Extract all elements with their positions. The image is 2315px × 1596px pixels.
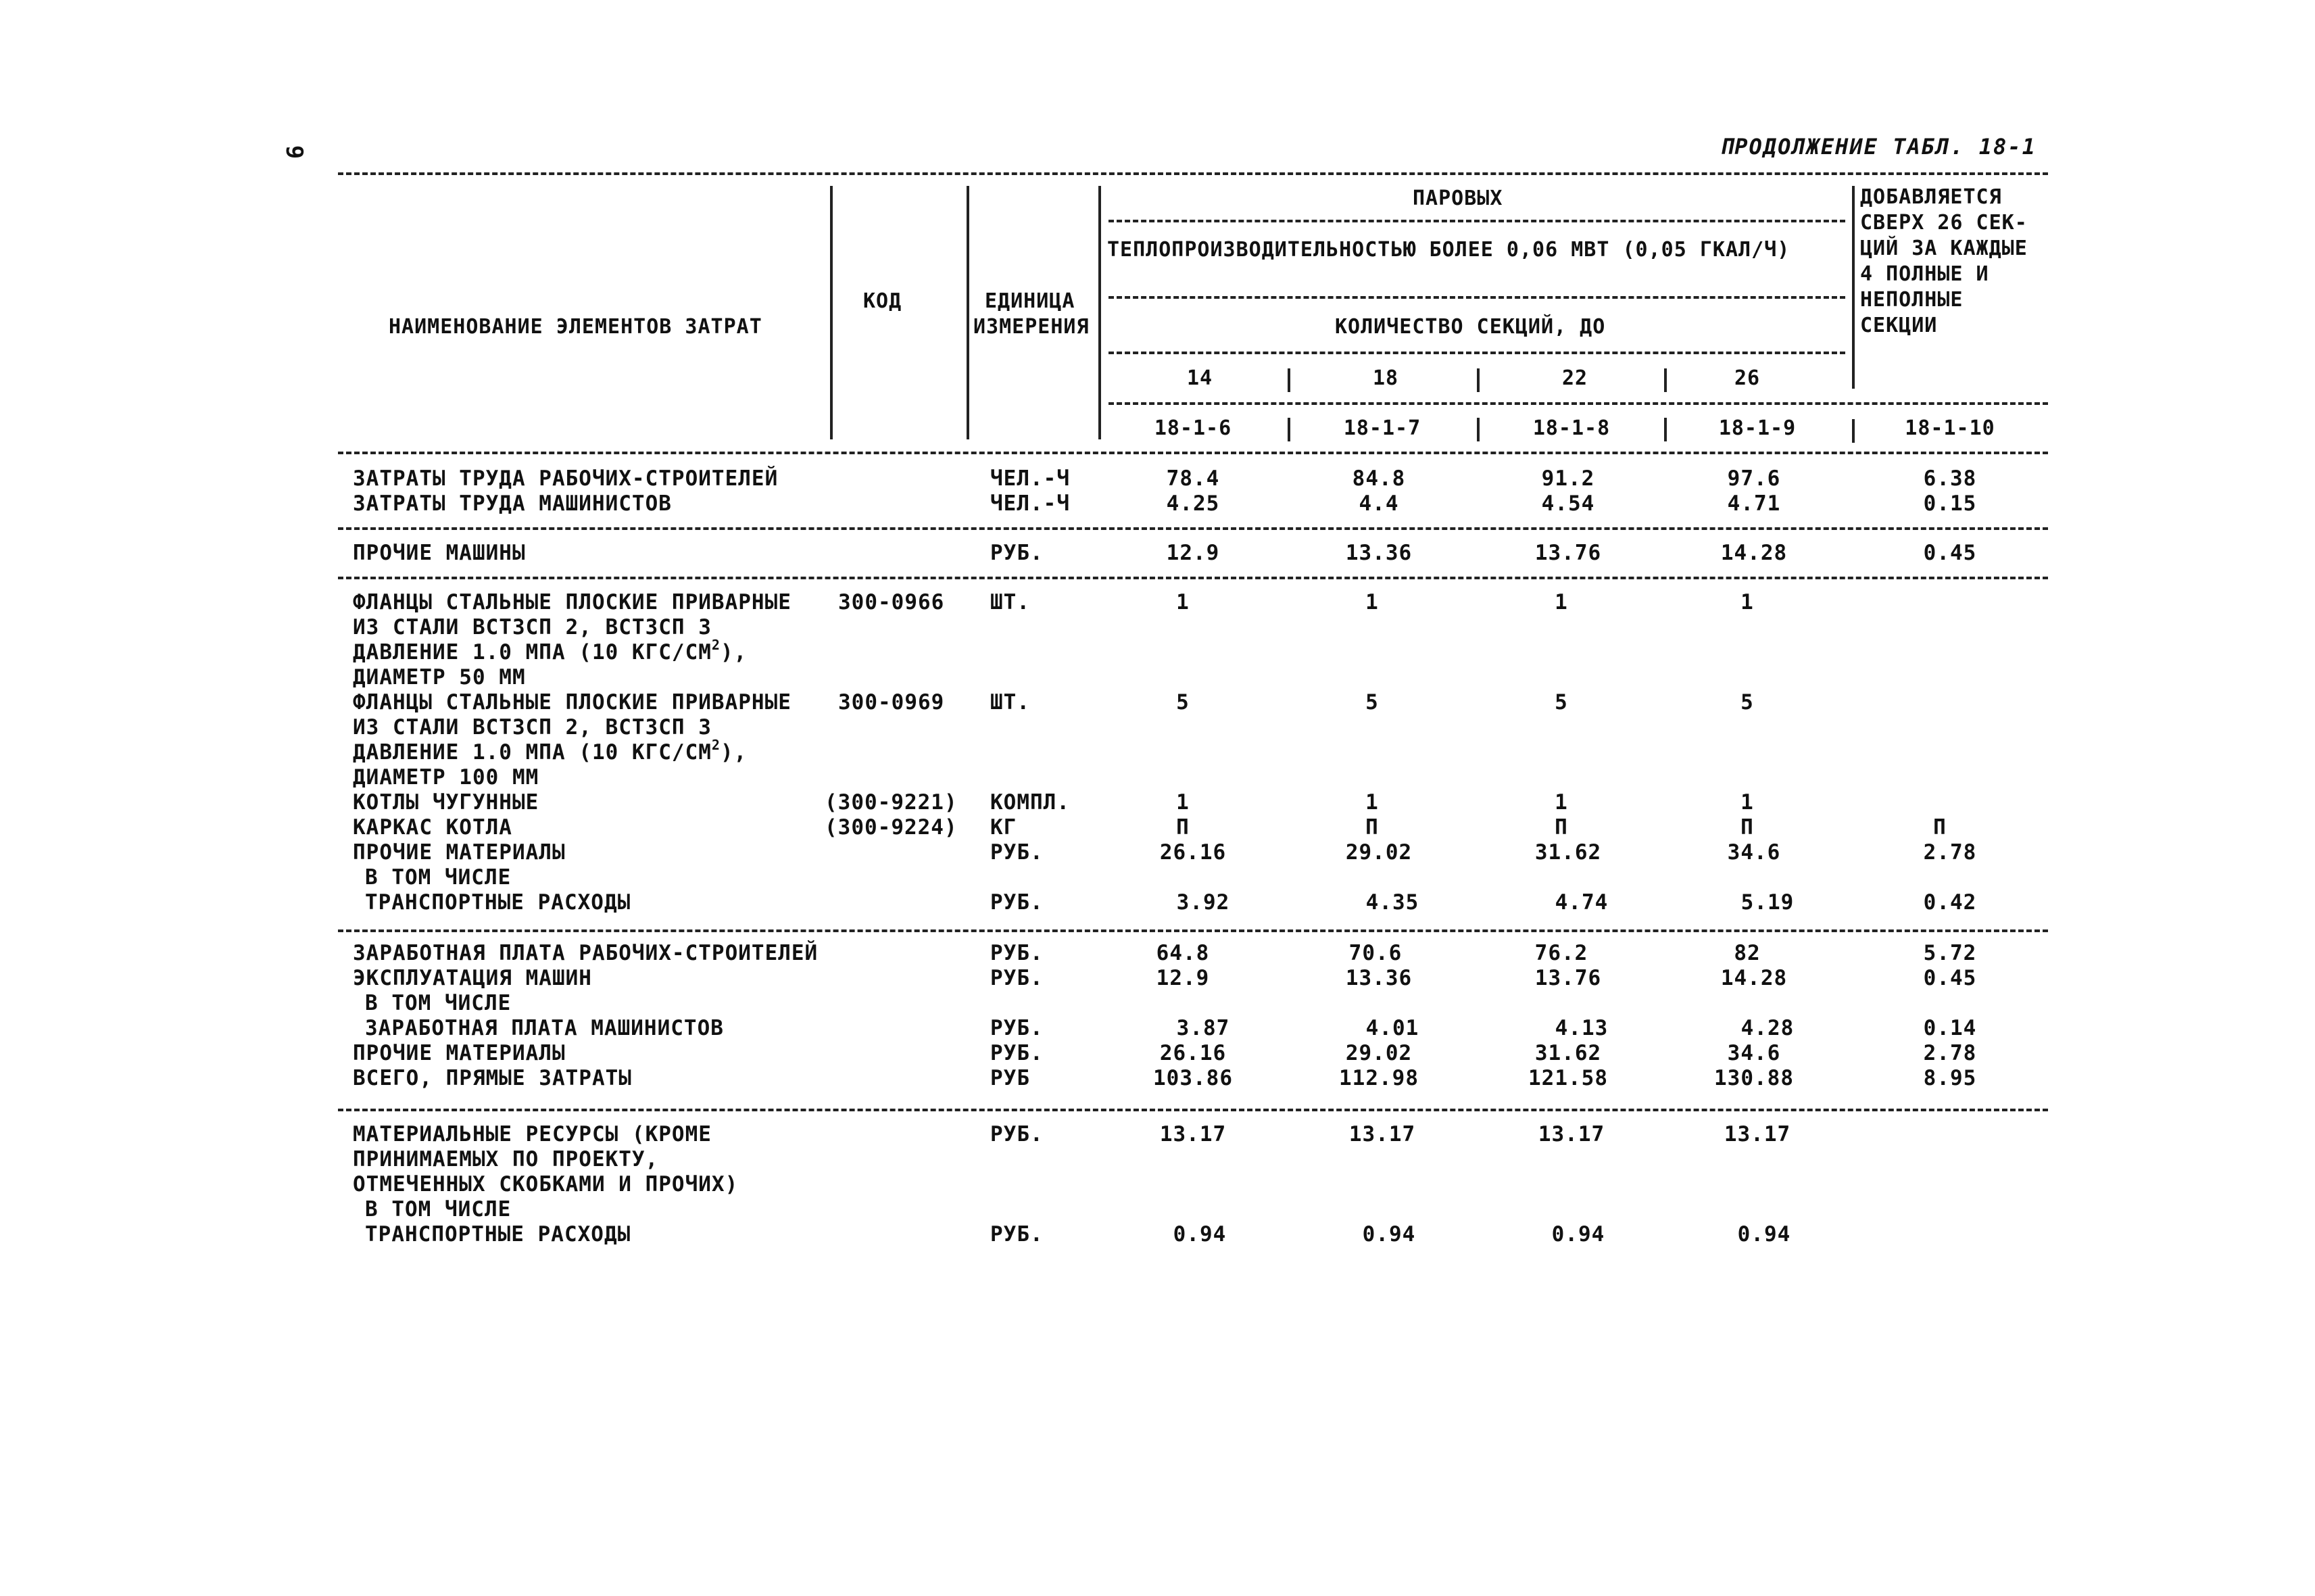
- row-value: 84.8: [1352, 466, 1406, 491]
- vline-sec-1: [1288, 368, 1290, 392]
- row-name: ЗАРАБОТНАЯ ПЛАТА МАШИНИСТОВ: [365, 1016, 724, 1040]
- row-value: 0.42: [1923, 890, 1977, 915]
- row-value: 5.72: [1923, 941, 1977, 965]
- row-value: 0.94: [1173, 1222, 1227, 1247]
- row-value: 112.98: [1339, 1066, 1419, 1090]
- row-value: 4.28: [1740, 1016, 1795, 1040]
- row-value: 1: [1555, 790, 1568, 815]
- row-value: 0.14: [1923, 1016, 1977, 1040]
- row-value: 64.8: [1156, 941, 1210, 965]
- row-value: 4.25: [1166, 491, 1220, 516]
- row-name: ПРОЧИЕ МАТЕРИАЛЫ: [353, 1041, 566, 1065]
- header-code-18-1-7: 18-1-7: [1343, 416, 1421, 440]
- vline-code-left: [830, 186, 833, 439]
- row-value: 13.36: [1345, 966, 1413, 990]
- row-value: 78.4: [1166, 466, 1220, 491]
- row-value: 5: [1740, 690, 1754, 715]
- row-value: 34.6: [1727, 840, 1781, 865]
- row-value: 1: [1176, 590, 1190, 614]
- row-name: ИЗ СТАЛИ ВСТ3СП 2, ВСТ3СП 3: [353, 715, 712, 740]
- row-value: 3.92: [1176, 890, 1230, 915]
- header-extra-1: ДОБАВЛЯЕТСЯ: [1860, 185, 2002, 209]
- row-value: П: [1933, 815, 1947, 840]
- row-value: 12.9: [1166, 541, 1220, 565]
- row-value: 6.38: [1923, 466, 1977, 491]
- vline-sec-3: [1664, 368, 1667, 392]
- row-value: 29.02: [1345, 1041, 1413, 1065]
- row-name: ЗАРАБОТНАЯ ПЛАТА РАБОЧИХ-СТРОИТЕЛЕЙ: [353, 941, 819, 965]
- row-value: 14.28: [1720, 966, 1788, 990]
- row-unit: РУБ.: [990, 541, 1044, 565]
- row-name: МАТЕРИАЛЬНЫЕ РЕСУРСЫ (КРОМЕ: [353, 1122, 712, 1146]
- row-unit: КГ: [990, 815, 1017, 840]
- row-value: 0.94: [1362, 1222, 1416, 1247]
- vline-extra-left-2: [1852, 419, 1855, 443]
- row-value: 82: [1734, 941, 1761, 965]
- header-code-18-1-10: 18-1-10: [1905, 416, 1995, 440]
- rule-header-mid: [1108, 220, 1845, 222]
- rule-header-mid2: [1108, 296, 1845, 299]
- row-value: 13.36: [1345, 541, 1413, 565]
- header-code-col: КОД: [863, 289, 902, 313]
- header-section-14: 14: [1186, 366, 1213, 390]
- row-value: 4.74: [1555, 890, 1609, 915]
- row-name: ФЛАНЦЫ СТАЛЬНЫЕ ПЛОСКИЕ ПРИВАРНЫЕ: [353, 590, 791, 614]
- row-value: 1: [1740, 790, 1754, 815]
- page-number: 9: [281, 145, 308, 160]
- row-value: 130.88: [1714, 1066, 1794, 1090]
- row-value: 70.6: [1348, 941, 1403, 965]
- row-name: ФЛАНЦЫ СТАЛЬНЫЕ ПЛОСКИЕ ПРИВАРНЫЕ: [353, 690, 791, 715]
- row-unit: РУБ.: [990, 1122, 1044, 1146]
- row-name: В ТОМ ЧИСЛЕ: [365, 865, 512, 890]
- row-value: 76.2: [1534, 941, 1588, 965]
- row-value: 8.95: [1923, 1066, 1977, 1090]
- header-section-22: 22: [1561, 366, 1588, 390]
- row-value: П: [1176, 815, 1190, 840]
- header-extra-6: СЕКЦИИ: [1860, 314, 1938, 337]
- row-value: 14.28: [1720, 541, 1788, 565]
- row-value: 34.6: [1727, 1041, 1781, 1065]
- vline-code-3: [1664, 418, 1667, 441]
- vline-values-left: [1098, 186, 1101, 439]
- row-value: 4.13: [1555, 1016, 1609, 1040]
- row-unit: РУБ.: [990, 840, 1044, 865]
- row-value: 1: [1365, 590, 1379, 614]
- header-name-col: НАИМЕНОВАНИЕ ЭЛЕМЕНТОВ ЗАТРАТ: [389, 315, 762, 339]
- rule-sec-4: [338, 1109, 2048, 1111]
- row-value: 4.35: [1365, 890, 1419, 915]
- row-name: В ТОМ ЧИСЛЕ: [365, 991, 512, 1015]
- row-unit: РУБ: [990, 1066, 1030, 1090]
- header-extra-2: СВЕРХ 26 СЕК-: [1860, 211, 2028, 235]
- row-value: 5: [1365, 690, 1379, 715]
- row-name: ВСЕГО, ПРЯМЫЕ ЗАТРАТЫ: [353, 1066, 632, 1090]
- row-value: 5: [1555, 690, 1568, 715]
- row-name: КОТЛЫ ЧУГУННЫЕ: [353, 790, 539, 815]
- header-extra-3: ЦИЙ ЗА КАЖДЫЕ: [1860, 237, 2028, 260]
- header-unit-col-2: ИЗМЕРЕНИЯ: [973, 315, 1090, 339]
- row-value: 103.86: [1153, 1066, 1233, 1090]
- header-section-18: 18: [1372, 366, 1399, 390]
- row-name: ДАВЛЕНИЕ 1.0 МПА (10 КГС/$СМ^2$),: [353, 737, 748, 765]
- row-unit: ШТ.: [990, 690, 1030, 715]
- rule-sec-1: [338, 527, 2048, 530]
- row-name: ПРОЧИЕ МАШИНЫ: [353, 541, 526, 565]
- row-name: ИЗ СТАЛИ ВСТ3СП 2, ВСТ3СП 3: [353, 615, 712, 639]
- row-value: П: [1740, 815, 1754, 840]
- vline-code-1: [1288, 418, 1290, 441]
- row-value: 26.16: [1159, 1041, 1227, 1065]
- row-value: 1: [1365, 790, 1379, 815]
- row-value: 0.15: [1923, 491, 1977, 516]
- row-value: 13.17: [1724, 1122, 1791, 1146]
- row-unit: РУБ.: [990, 890, 1044, 915]
- row-unit: РУБ.: [990, 966, 1044, 990]
- rule-header-mid3: [1108, 352, 1845, 354]
- rule-top: [338, 172, 2048, 175]
- row-code: 300-0969: [838, 690, 945, 715]
- row-value: 13.76: [1534, 541, 1602, 565]
- vline-code-2: [1477, 418, 1480, 441]
- row-name: ДИАМЕТР 50 ММ: [353, 665, 526, 690]
- row-unit: ЧЕЛ.-Ч: [990, 466, 1070, 491]
- row-value: 4.54: [1541, 491, 1595, 516]
- row-value: 0.45: [1923, 966, 1977, 990]
- row-name: ДАВЛЕНИЕ 1.0 МПА (10 КГС/$СМ^2$),: [353, 637, 748, 664]
- row-value: 121.58: [1528, 1066, 1608, 1090]
- rule-header-codes: [1108, 402, 2048, 405]
- row-value: 91.2: [1541, 466, 1595, 491]
- row-name: ЭКСПЛУАТАЦИЯ МАШИН: [353, 966, 592, 990]
- row-name: ЗАТРАТЫ ТРУДА МАШИНИСТОВ: [353, 491, 672, 516]
- row-unit: РУБ.: [990, 941, 1044, 965]
- row-value: 13.17: [1159, 1122, 1227, 1146]
- row-name: ТРАНСПОРТНЫЕ РАСХОДЫ: [365, 1222, 631, 1247]
- row-name: ЗАТРАТЫ ТРУДА РАБОЧИХ-СТРОИТЕЛЕЙ: [353, 466, 779, 491]
- rule-header-bottom: [338, 452, 2048, 454]
- header-extra-5: НЕПОЛНЫЕ: [1860, 288, 1964, 312]
- row-value: 31.62: [1534, 1041, 1602, 1065]
- row-value: 2.78: [1923, 840, 1977, 865]
- row-unit: РУБ.: [990, 1041, 1044, 1065]
- row-value: 12.9: [1156, 966, 1210, 990]
- row-name: ОТМЕЧЕННЫХ СКОБКАМИ И ПРОЧИХ): [353, 1172, 739, 1196]
- row-unit: РУБ.: [990, 1222, 1044, 1247]
- row-value: 0.45: [1923, 541, 1977, 565]
- row-unit: ШТ.: [990, 590, 1030, 614]
- row-unit: ЧЕЛ.-Ч: [990, 491, 1070, 516]
- row-name: В ТОМ ЧИСЛЕ: [365, 1197, 512, 1222]
- vline-unit-left: [967, 186, 969, 439]
- header-subgroup: ТЕПЛОПРОИЗВОДИТЕЛЬНОСТЬЮ БОЛЕЕ 0,06 МВТ (0,05 ГКАЛ/Ч): [1107, 238, 1790, 262]
- row-value: 29.02: [1345, 840, 1413, 865]
- row-value: П: [1365, 815, 1379, 840]
- row-value: 1: [1555, 590, 1568, 614]
- row-value: 26.16: [1159, 840, 1227, 865]
- row-value: 0.94: [1737, 1222, 1791, 1247]
- row-name: ДИАМЕТР 100 ММ: [353, 765, 539, 790]
- row-unit: РУБ.: [990, 1016, 1044, 1040]
- vline-sec-2: [1477, 368, 1480, 392]
- row-value: П: [1555, 815, 1568, 840]
- row-value: 0.94: [1551, 1222, 1605, 1247]
- row-value: 13.76: [1534, 966, 1602, 990]
- rule-sec-3: [338, 929, 2048, 932]
- row-code: (300-9224): [825, 815, 958, 840]
- row-code: 300-0966: [838, 590, 945, 614]
- row-value: 97.6: [1727, 466, 1781, 491]
- row-unit: КОМПЛ.: [990, 790, 1070, 815]
- header-code-18-1-8: 18-1-8: [1532, 416, 1611, 440]
- header-group: ПАРОВЫХ: [1413, 187, 1503, 210]
- row-value: 4.71: [1727, 491, 1781, 516]
- row-value: 4.01: [1365, 1016, 1419, 1040]
- header-unit-col-1: ЕДИНИЦА: [985, 289, 1075, 313]
- row-value: 4.4: [1359, 491, 1399, 516]
- row-value: 5.19: [1740, 890, 1795, 915]
- rule-sec-2: [338, 577, 2048, 579]
- row-value: 13.17: [1538, 1122, 1605, 1146]
- row-value: 3.87: [1176, 1016, 1230, 1040]
- row-value: 5: [1176, 690, 1190, 715]
- row-name: ПРИНИМАЕМЫХ ПО ПРОЕКТУ,: [353, 1147, 659, 1171]
- header-section-26: 26: [1734, 366, 1761, 390]
- row-name: ПРОЧИЕ МАТЕРИАЛЫ: [353, 840, 566, 865]
- header-sections-label: КОЛИЧЕСТВО СЕКЦИЙ, ДО: [1335, 315, 1606, 339]
- row-value: 2.78: [1923, 1041, 1977, 1065]
- row-value: 1: [1176, 790, 1190, 815]
- row-value: 1: [1740, 590, 1754, 614]
- vline-extra-left: [1852, 186, 1855, 389]
- header-code-18-1-6: 18-1-6: [1154, 416, 1232, 440]
- row-name: ТРАНСПОРТНЫЕ РАСХОДЫ: [365, 890, 631, 915]
- header-code-18-1-9: 18-1-9: [1718, 416, 1797, 440]
- continuation-title: ПРОДОЛЖЕНИЕ ТАБЛ. 18-1: [1720, 134, 2037, 160]
- row-name: КАРКАС КОТЛА: [353, 815, 512, 840]
- row-code: (300-9221): [825, 790, 958, 815]
- row-value: 31.62: [1534, 840, 1602, 865]
- row-value: 13.17: [1348, 1122, 1416, 1146]
- header-extra-4: 4 ПОЛНЫЕ И: [1860, 262, 1989, 286]
